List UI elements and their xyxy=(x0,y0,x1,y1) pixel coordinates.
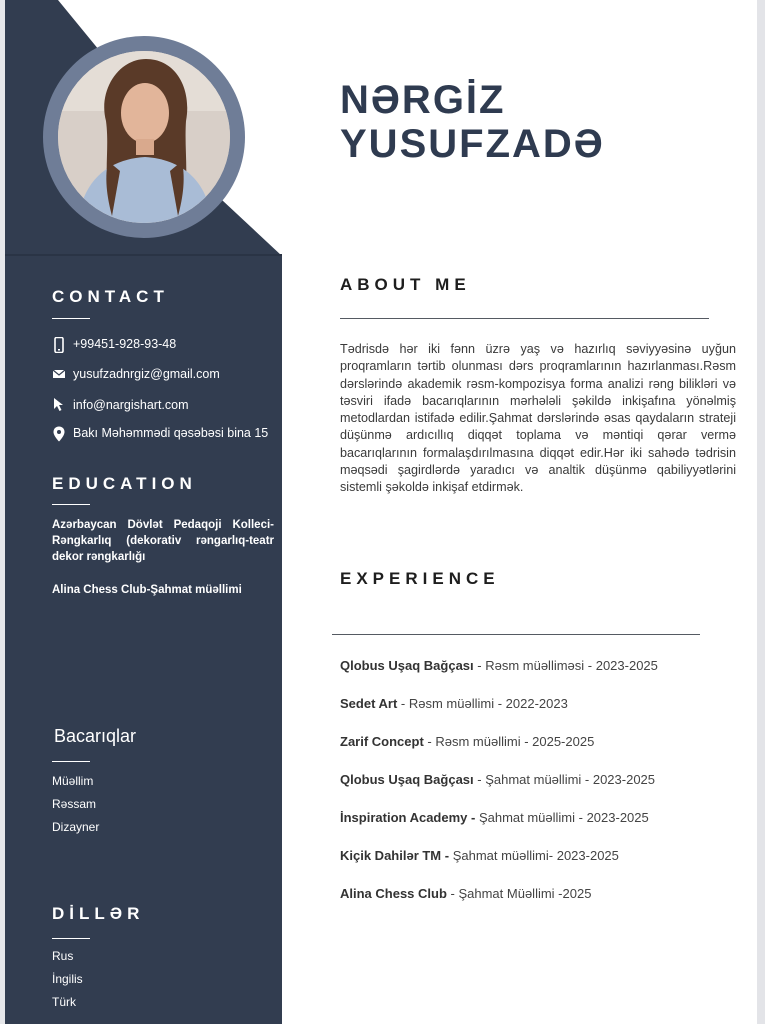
languages-divider xyxy=(52,938,90,939)
experience-item xyxy=(340,848,619,863)
languages-title: DİLLƏR xyxy=(52,904,145,923)
about-divider xyxy=(340,318,709,319)
experience-item xyxy=(340,772,655,787)
experience-detail: - Rəsm müəllimi - 2025-2025 xyxy=(423,734,595,749)
experience-detail: - Rəsm müəlliməsi - 2023-2025 xyxy=(473,658,658,673)
language-item: İngilis xyxy=(52,972,83,986)
experience-detail: Şahmat müəllimi- 2023-2025 xyxy=(449,848,619,863)
experience-detail: - Rəsm müəllimi - 2022-2023 xyxy=(397,696,568,711)
experience-org: İnspiration Academy - xyxy=(340,810,476,825)
education-divider xyxy=(52,504,90,505)
name-last: YUSUFZADƏ xyxy=(340,122,605,166)
about-text: Tədrisdə hər iki fənn üzrə yaş və hazırlıq səviyyəsinə uyğun proqramların tərtib olunması dərs proqramlarının hazırlanması.Rəsm dərslərində akademik rəsm-kompozisya forma analizi rəng bilikləri və təsviri ifadə bacarıqlarının mərhələli şəkildə inkişafına yönəlmiş metodlardan istifadə edilir.Şahmat dərslərində əsas qaydaların strateji düşünmə ardıcıllıq diqqət toplama və məntiqi qərar vermə bacarıqlarının formalaşdırılmasına diqqət edir.Hər iki sahədə tədrisin məqsədi şagirdlərdə yaradıcı və analtik düşünmə qabiliyyətlərini sistemli şəkoldə inkişaf etdirmək. xyxy=(340,342,736,495)
contact-phone xyxy=(52,337,176,351)
person-name xyxy=(340,78,605,166)
experience-item xyxy=(340,696,568,711)
experience-org: Qlobus Uşaq Bağçası xyxy=(340,772,474,787)
phone-icon xyxy=(52,337,66,351)
location-pin-icon xyxy=(52,426,66,440)
language-item: Rus xyxy=(52,949,74,963)
education-item-chess-club: Alina Chess Club-Şahmat müəllimi xyxy=(52,584,242,596)
profile-photo xyxy=(58,51,230,223)
envelope-icon xyxy=(52,367,66,381)
experience-title: EXPERIENCE xyxy=(340,569,500,588)
contact-phone-text: +99451-928-93-48 xyxy=(73,337,177,351)
contact-email-text: yusufzadnrgiz@gmail.com xyxy=(73,367,220,381)
contact-address xyxy=(52,426,268,440)
contact-website-text: info@nargishart.com xyxy=(73,398,189,412)
skill-item: Müəllim xyxy=(52,774,94,788)
experience-org: Qlobus Uşaq Bağçası xyxy=(340,658,474,673)
experience-org: Alina Chess Club xyxy=(340,886,447,901)
about-title: ABOUT ME xyxy=(340,275,471,294)
contact-divider xyxy=(52,318,90,319)
skill-item: Rəssam xyxy=(52,797,97,811)
experience-divider xyxy=(332,634,700,635)
contact-address-text: Bakı Məhəmmədi qəsəbəsi bina 15 xyxy=(73,426,269,440)
experience-org: Kiçik Dahilər TM - xyxy=(340,848,450,863)
experience-detail: Şahmat müəllimi - 2023-2025 xyxy=(475,810,649,825)
education-item-college: Azərbaycan Dövlət Pedaqoji Kolleci- Rəngkarlıq (dekorativ rəngarlıq-teatr dekor rəngkarlığı xyxy=(52,519,274,563)
skills-divider xyxy=(52,761,90,762)
experience-item xyxy=(340,658,658,673)
education-title: EDUCATION xyxy=(52,474,197,493)
experience-org: Sedet Art xyxy=(340,696,398,711)
experience-detail: - Şahmat Müəllimi -2025 xyxy=(446,886,592,901)
experience-item xyxy=(340,734,594,749)
language-item: Türk xyxy=(52,995,76,1009)
name-first: NƏRGİZ xyxy=(340,78,506,122)
experience-detail: - Şahmat müəllimi - 2023-2025 xyxy=(473,772,656,787)
skill-item: Dizayner xyxy=(52,820,100,834)
contact-email xyxy=(52,367,220,381)
experience-item xyxy=(340,886,591,901)
contact-title: CONTACT xyxy=(52,287,169,306)
skills-title: Bacarıqlar xyxy=(54,726,137,746)
contact-website xyxy=(52,398,189,412)
experience-org: Zarif Concept xyxy=(340,734,424,749)
experience-item xyxy=(340,810,649,825)
cursor-icon xyxy=(52,398,66,412)
